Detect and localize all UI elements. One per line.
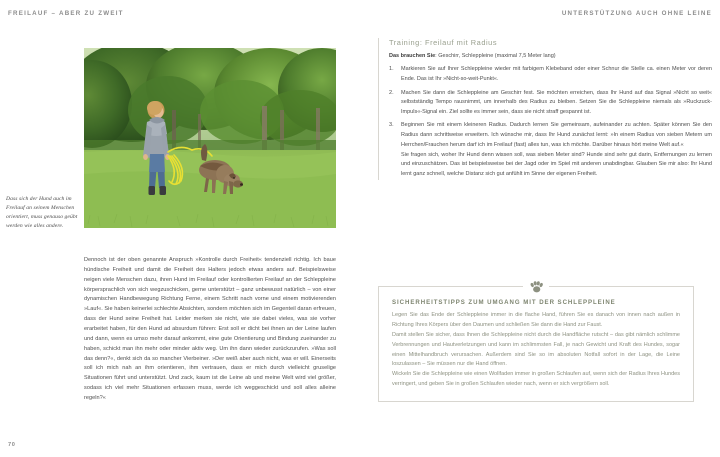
safety-tips-paragraph-3: Wickeln Sie die Schleppleine wie einen Wollfaden immer in großen Schlaufen auf, wenn sich der Radius Ihres Hundes verringert, und geben Sie in großen Schlaufen wieder nach, wenn er sich vergrößern soll.	[392, 371, 680, 388]
training-block	[378, 38, 712, 180]
training-step-1-text: Markieren Sie auf Ihrer Schleppleine wieder mit farbigem Klebeband oder einer Schnur die Stelle ca. einen Meter vor deren Ende. Das ist Ihr »Nicht-so-weit-Punkt«.	[401, 66, 712, 83]
training-intro	[389, 52, 712, 61]
photo-woman-walking-dog-icon	[84, 48, 336, 228]
training-step-1	[389, 65, 712, 85]
training-step-3	[389, 121, 712, 180]
training-step-2	[389, 89, 712, 118]
training-step-2-text: Machen Sie dann die Schleppleine am Geschirr fest. Sie möchten erreichen, dass Ihr Hund auf das Signal »Nicht so weit« selbstständig Tempo rausnimmt, um innerhalb des Radius zu bleiben. Setzen Sie die Schleppleine niemals als »Ruckzuck-Impuls«-Signal ein. Ziel sollte es immer sein, dass sie nicht straff gespannt ist.	[401, 89, 712, 116]
right-column	[378, 38, 712, 184]
safety-tips-title: SICHERHEITSTIPPS ZUM UMGANG MIT DER SCHLEPPLEINE	[392, 299, 616, 306]
running-head-left: FREILAUF – ABER ZU ZWEIT	[8, 10, 124, 17]
left-column	[0, 28, 365, 428]
photo-figure	[84, 48, 336, 228]
training-intro-label: Das brauchen Sie	[389, 53, 436, 59]
left-body-text	[84, 256, 336, 404]
training-title: Training: Freilauf mit Radius	[389, 38, 498, 47]
running-head-right: UNTERSTÜTZUNG AUCH OHNE LEINE	[561, 10, 712, 17]
safety-tips-paragraph-1: Legen Sie das Ende der Schleppleine immer in die flache Hand, führen Sie es danach von innen nach außen in Richtung Ihres Körpers über den Daumen und schließen Sie dann die Hand zur Faust.	[392, 312, 680, 328]
paw-print-icon	[523, 279, 549, 295]
page-number: 70	[8, 442, 16, 448]
training-step-3-text: Beginnen Sie mit einem kleineren Radius. Dadurch lernen Sie gemeinsam, aufeinander zu achten. Später können Sie den Radius dann schrittweise erweitern. Ich wünsche mir, dass Ihr Hund zunächst lernt: »In einem Radius von sieben Metern um Herrchen/Frauchen herum darf ich im Freilauf (fast) alles tun, was ich möchte. Darüber hinaus hört meine Welt auf.«	[401, 122, 712, 148]
left-body-paragraph: Dennoch ist der oben genannte Anspruch »Kontrolle durch Freiheit« tendenziell richtig. Ich baue hündische Freiheit und damit die Freiheit des Halters jedoch etwas anders auf. Beispielsweise neigen viele Menschen dazu, ihren Hund im Freilauf oder kontrollierten Freilauf an der Schleppleine körpersprachlich von sich wegzuschicken, gerne unterstützt – ganz unbewusst natürlich – von einer dynamischen Handbewegung Richtung Ferne, einem Schritt nach vorne und einem motivierenden »Lauf«. Sie haben keinerlei schlechte Absichten, sondern möchten sich im Gegenteil daran erfreuen, dass der Hund seine Freiheit hat. Leider merken sie nicht, wie sie dabei vieles, was sie vorher erarbeitet haben, für den Hund ad absurdum führen: Erst soll er dicht bei ihnen an der Leine laufen und dann, wenn es umso mehr darauf ankommt, eine gute Orientierung und Bindung zueinander zu haben, schickt man ihn mehr oder minder aktiv weg. Um ihn dann wieder zurückzurufen. »Was soll das denn?«, denkt sich da so mancher Vierbeiner. »Der weiß aber auch nicht, was er will. Einerseits soll ich mich nah an ihm orientieren, ihm vertrauen, dass er mich durch vielleicht gruselige Situationen führt und unterstützt. Und zack, kaum ist die Leine ab und meine Welt wird viel größer, sodass ich viel mehr Situationen erfassen muss, werde ich weggeschickt und soll alles alleine regeln?«	[84, 257, 336, 402]
photo-caption: Dass sich der Hund auch im Freilauf an seinem Menschen orientiert, muss genauso geübt werden wie alles andere.	[6, 196, 78, 230]
training-steps	[389, 65, 712, 180]
training-intro-rest: : Geschirr, Schleppleine (maximal 7,5 Meter lang)	[435, 53, 556, 59]
training-step-3-continuation: Sie fragen sich, woher Ihr Hund denn wissen soll, was sieben Meter sind? Hunde sind sehr gut darin, Entfernungen zu lernen und einzuschätzen. Das ist beispielsweise bei der Jagd oder im Spiel mit anderen unabdingbar. Glauben Sie mir also: Ihr Hund lernt ganz schnell, welche Distanz sich gut anfühlt im Sinne der eigenen Freiheit.	[401, 151, 712, 178]
safety-tips-paragraph-2: Damit stellen Sie sicher, dass Ihnen die Schleppleine nicht durch die Handfläche rutscht – das gibt nämlich schlimme Verbrennungen und Hautverletzungen und kann im schlimmsten Fall, je nach Gewicht und Kraft des Hundes, sogar einen Mittelhandbruch verursachen. Außerdem sind Sie so im absoluten Notfall sofort in der Lage, die Leine loszulassen – Sie müssen nur die Hand öffnen.	[392, 331, 680, 368]
safety-tips-box	[378, 286, 694, 402]
